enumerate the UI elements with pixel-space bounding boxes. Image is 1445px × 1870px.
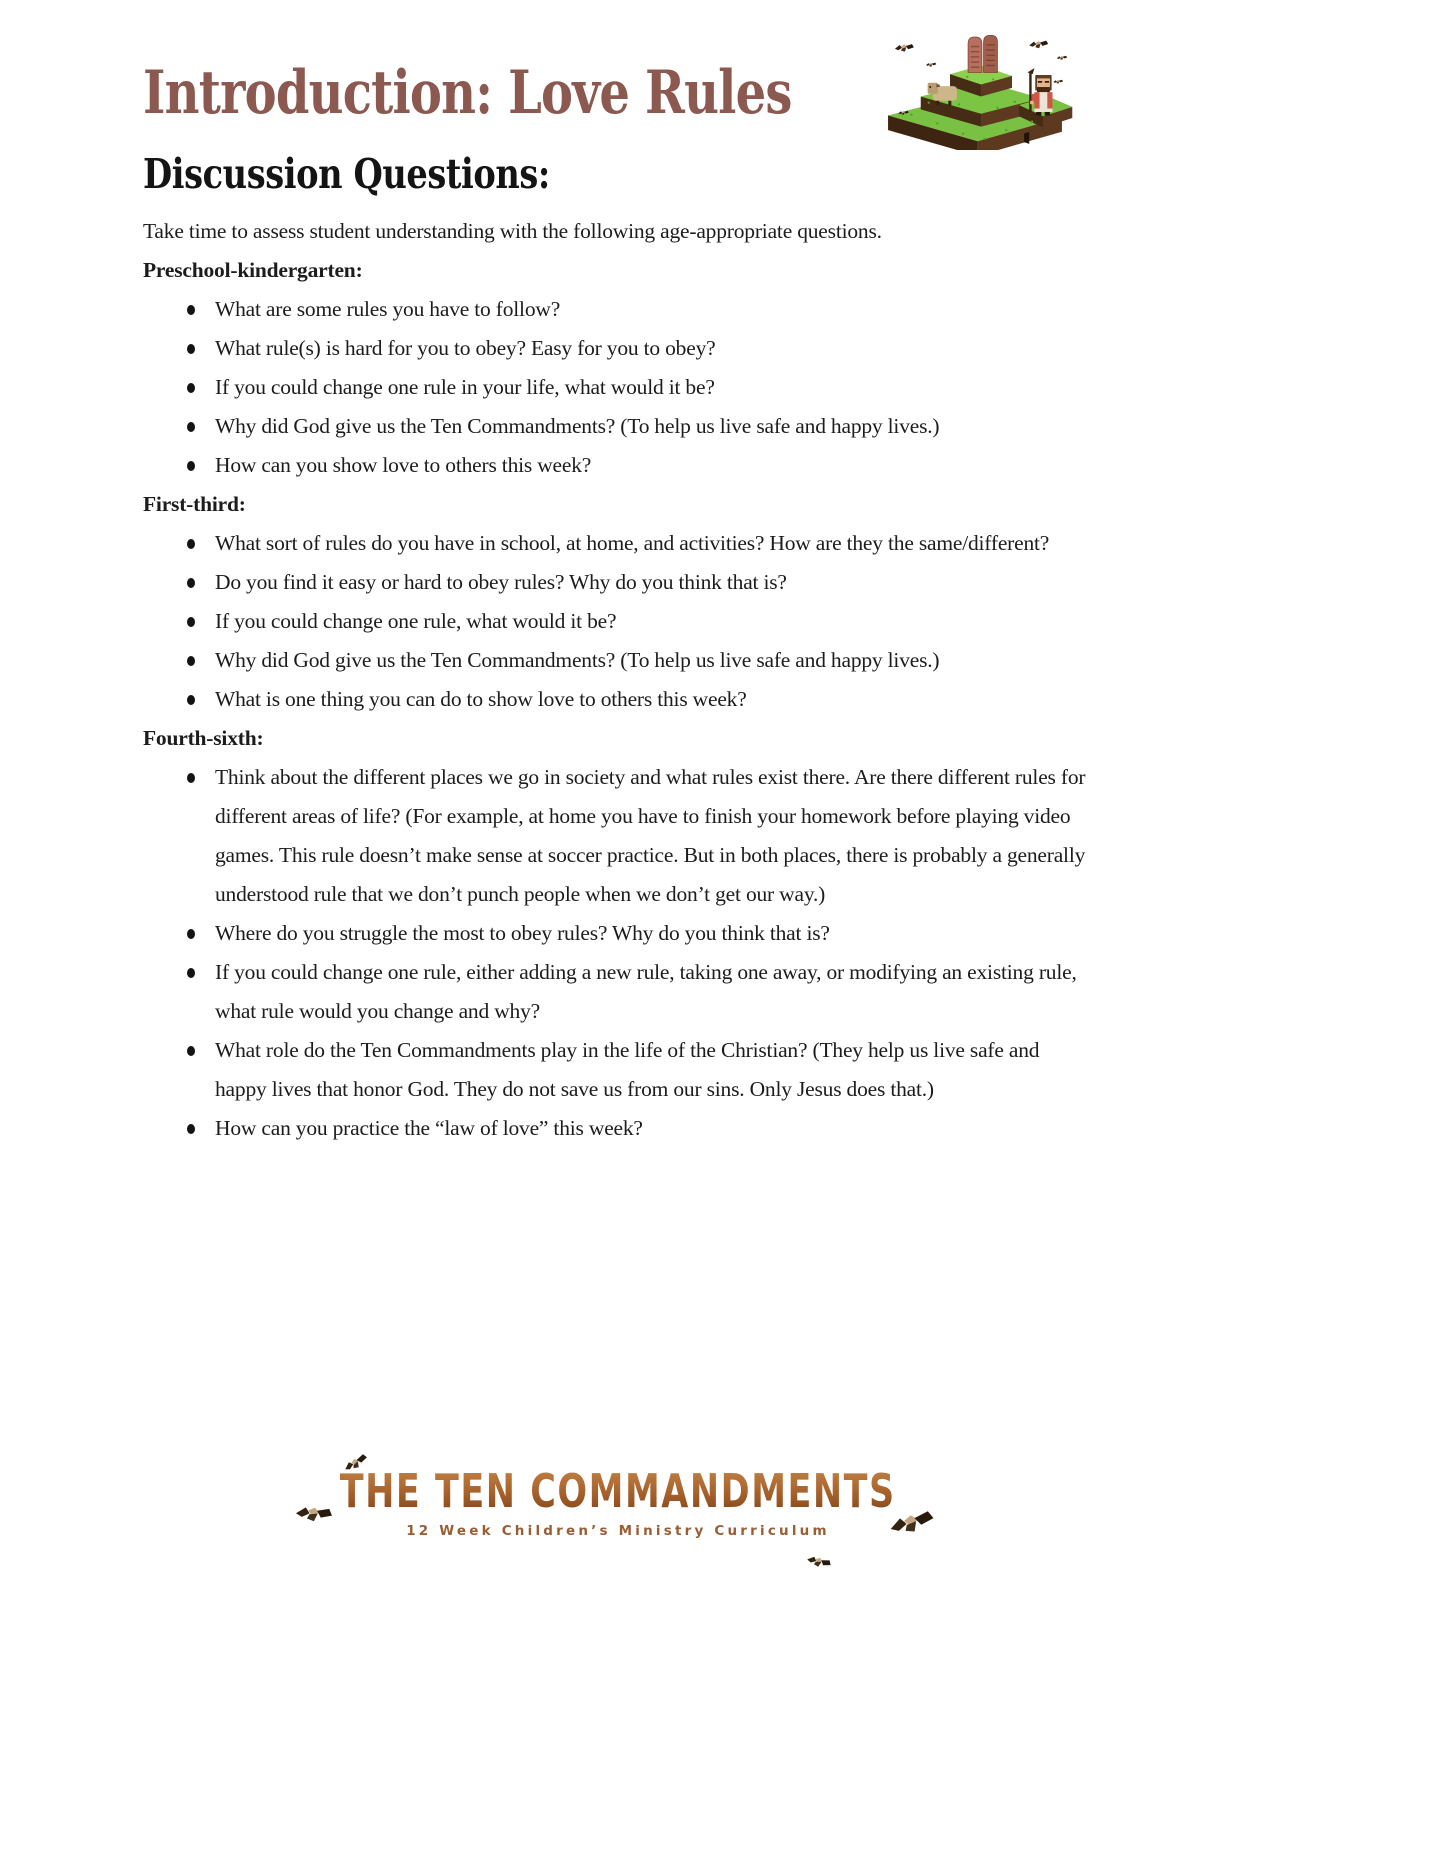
bird-icon [895, 44, 914, 52]
bird-icon [288, 1498, 340, 1530]
bird-icon [332, 1448, 380, 1478]
mountain-illustration [876, 12, 1074, 150]
question-item [143, 680, 1088, 719]
question-item [143, 1031, 1088, 1109]
question-item [143, 953, 1088, 1031]
section-heading: Discussion Questions: [143, 150, 550, 198]
question-item [143, 641, 1088, 680]
page-title: Introduction: Love Rules [143, 58, 792, 128]
question-text: Why did God give us the Ten Commandments? (To help us live safe and happy lives.) [215, 414, 940, 438]
question-item [143, 914, 1088, 953]
question-text: What rule(s) is hard for you to obey? Easy for you to obey? [215, 336, 716, 360]
question-text: What sort of rules do you have in school, at home, and activities? How are they the same/different? [215, 531, 1050, 555]
question-text: How can you show love to others this week? [215, 453, 592, 477]
question-item [143, 758, 1088, 914]
question-text: What is one thing you can do to show love to others this week? [215, 687, 747, 711]
bird-icon [1053, 80, 1063, 84]
intro-paragraph: Take time to assess student understanding with the following age-appropriate questions. [143, 219, 882, 243]
document-body [143, 212, 1088, 1148]
question-text: Why did God give us the Ten Commandments? (To help us live safe and happy lives.) [215, 648, 940, 672]
question-text: What role do the Ten Commandments play in the life of the Christian? (They help us live safe and happy lives that honor God. They do not save us from our sins. Only Jesus does that.) [215, 1038, 1040, 1101]
question-text: Where do you struggle the most to obey rules? Why do you think that is? [215, 921, 830, 945]
question-item [143, 290, 1088, 329]
bird-icon [926, 63, 936, 67]
question-list-first-third [143, 524, 1088, 719]
moses-icon [1028, 68, 1053, 115]
bird-icon [1057, 56, 1067, 60]
question-text: If you could change one rule, what would it be? [215, 609, 617, 633]
age-group-label-first-third: First-third: [143, 492, 246, 516]
bird-icon [1029, 41, 1048, 49]
footer-tagline: 12 Week Children’s Ministry Curriculum [406, 1522, 830, 1539]
question-text: Do you find it easy or hard to obey rules? Why do you think that is? [215, 570, 787, 594]
question-item [143, 563, 1088, 602]
bird-icon [796, 1548, 842, 1576]
age-group-label-preschool: Preschool-kindergarten: [143, 258, 363, 282]
question-item [143, 524, 1088, 563]
question-text: How can you practice the “law of love” this week? [215, 1116, 643, 1140]
question-list-preschool [143, 290, 1088, 485]
question-item [143, 329, 1088, 368]
footer-logo-block [143, 1466, 1093, 1539]
question-list-fourth-sixth [143, 758, 1088, 1148]
bird-icon [884, 1506, 940, 1540]
question-text: If you could change one rule in your life, what would it be? [215, 375, 715, 399]
question-item [143, 407, 1088, 446]
question-item [143, 602, 1088, 641]
question-item [143, 368, 1088, 407]
question-text: If you could change one rule, either adding a new rule, taking one away, or modifying an existing rule, what rule would you change and why? [215, 960, 1077, 1023]
question-item [143, 446, 1088, 485]
footer-logo-title: THE TEN COMMANDMENTS [340, 1464, 896, 1518]
question-text: What are some rules you have to follow? [215, 297, 561, 321]
question-item [143, 1109, 1088, 1148]
age-group-label-fourth-sixth: Fourth-sixth: [143, 726, 264, 750]
question-text: Think about the different places we go in society and what rules exist there. Are there different rules for different areas of life? (For example, at home you have to finish your homework before playing video games. This rule doesn’t make sense at soccer practice. But in both places, there is probably a generally understood rule that we don’t punch people when we don’t get our way.) [215, 765, 1086, 906]
